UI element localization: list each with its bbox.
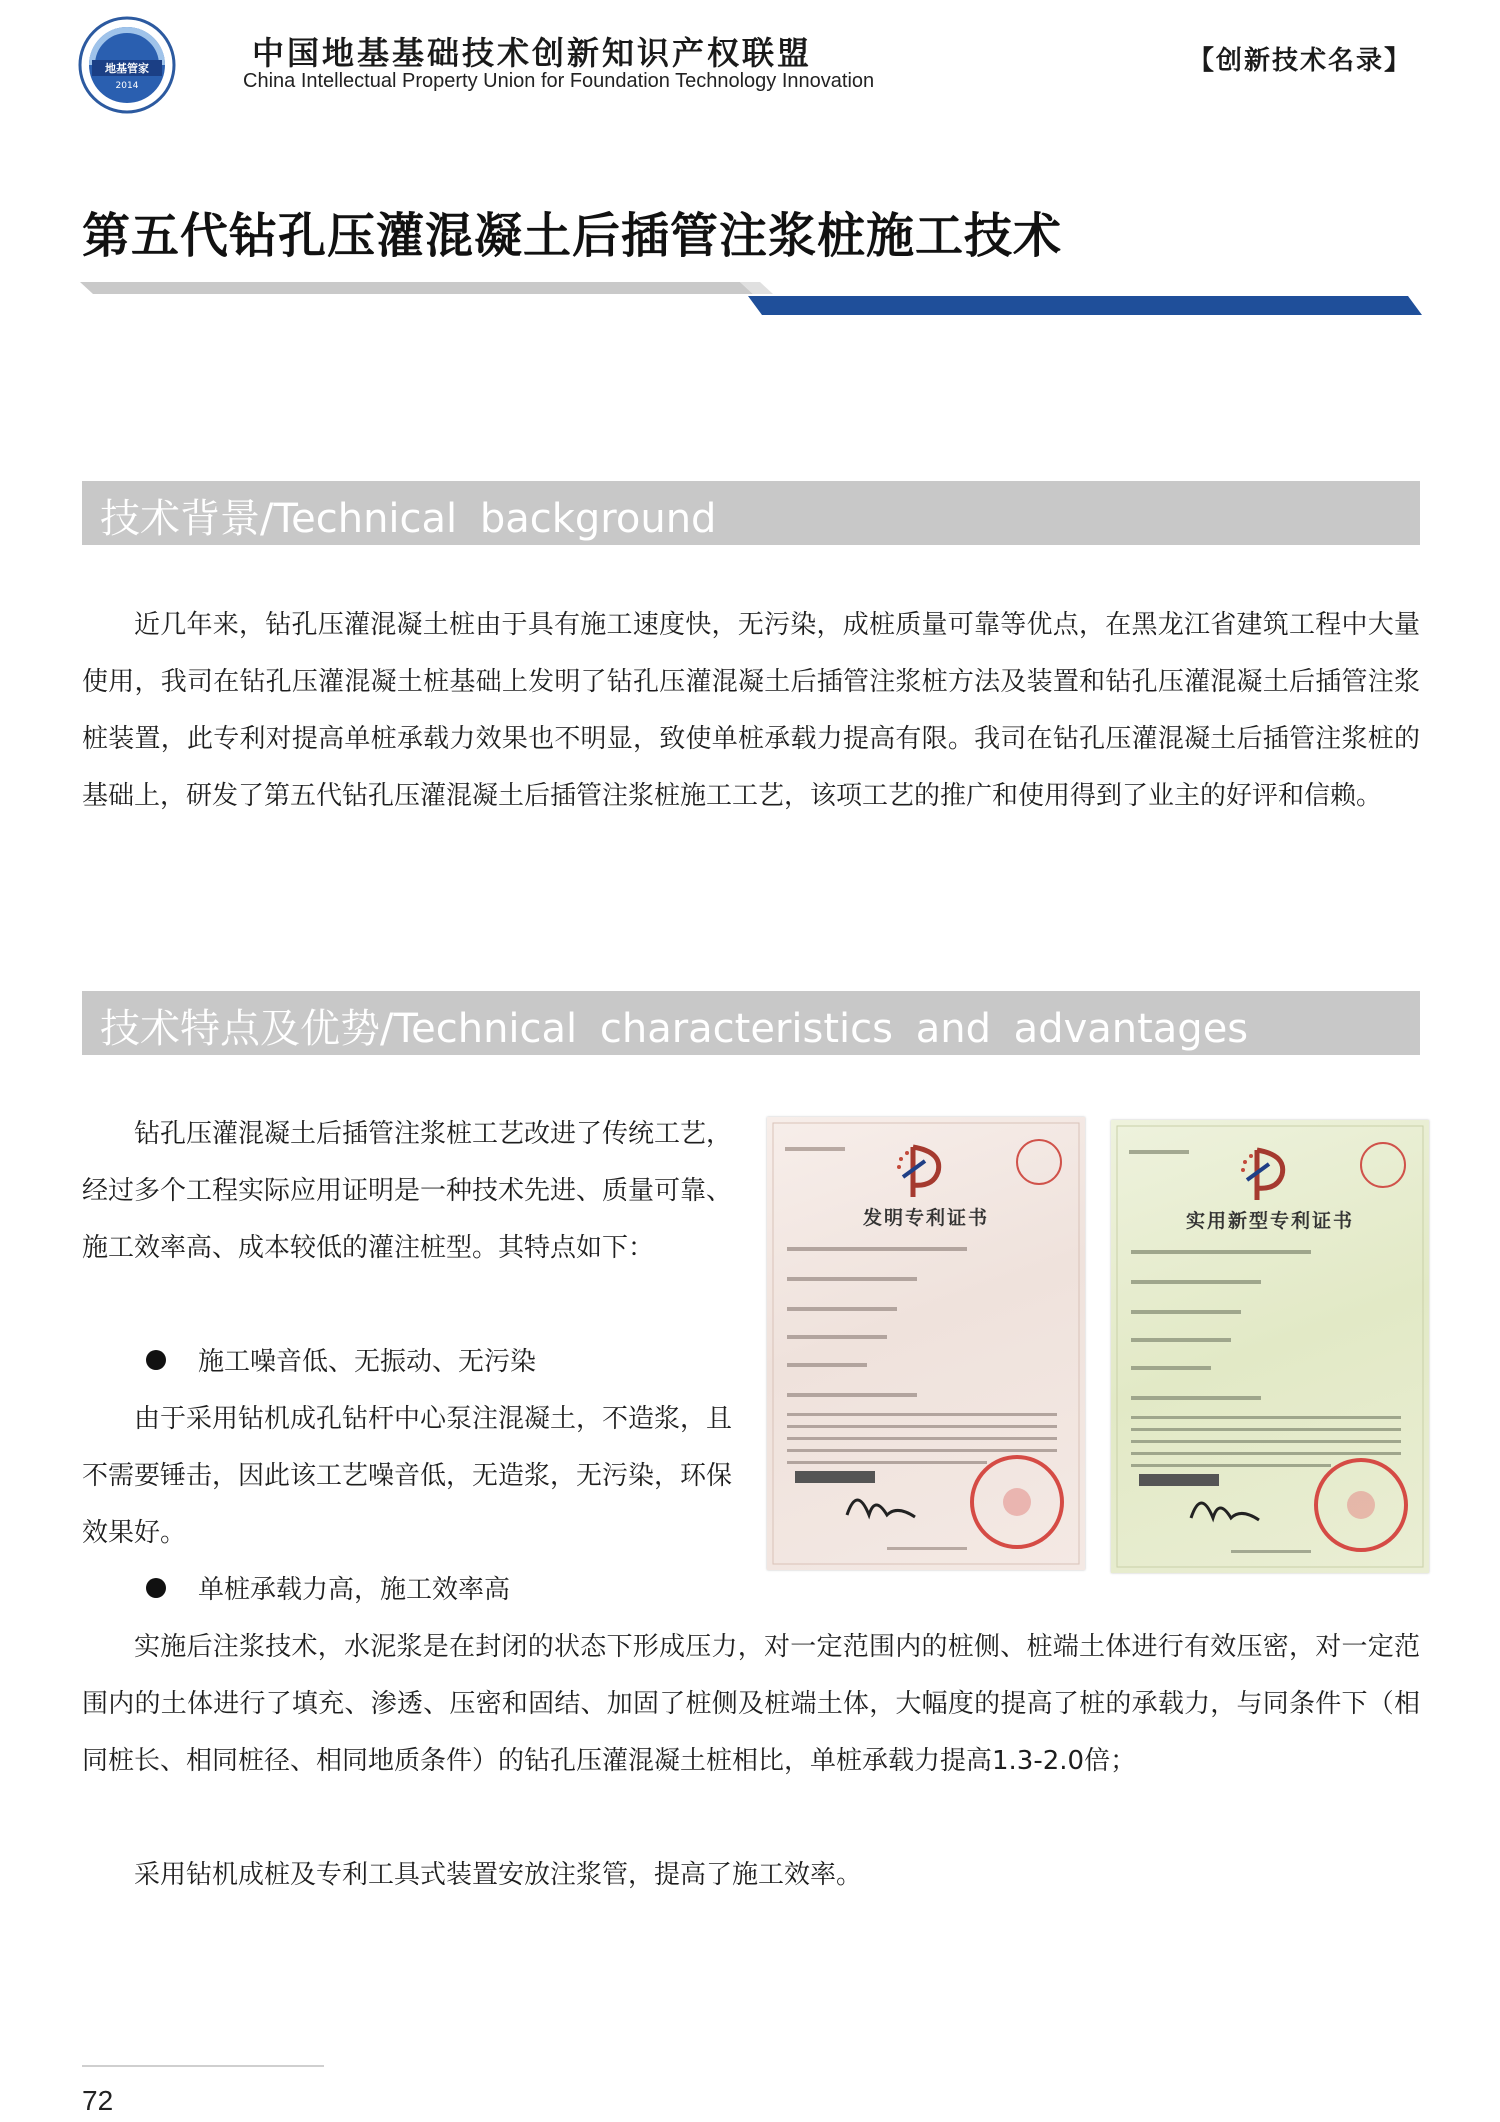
org-name-cn: 中国地基基础技术创新知识产权联盟 xyxy=(252,34,813,72)
bullet-icon xyxy=(146,1350,166,1370)
bullet-label-1: 施工噪音低、无振动、无污染 xyxy=(198,1347,537,1377)
footer-divider xyxy=(82,2065,324,2067)
section-heading-features: 技术特点及优势/Technical characteristics and advantages xyxy=(100,1006,1249,1052)
org-name-en: China Intellectual Property Union for Foundation Technology Innovation xyxy=(243,70,875,92)
certificate-title: 实用新型专利证书 xyxy=(1185,1210,1354,1232)
title-underline xyxy=(80,282,1422,320)
section-header-background xyxy=(82,481,1420,545)
background-paragraph: 近几年来，钻孔压灌混凝土桩由于具有施工速度快，无污染，成桩质量可靠等优点，在黑龙江省建筑工程中大量使用，我司在钻孔压灌混凝土桩基础上发明了钻孔压灌混凝土后插管注浆桩方法及装置和钻孔压灌混凝土后插管注浆桩装置，此专利对提高单桩承载力效果也不明显，致使单桩承载力提高有限。我司在钻孔压灌混凝土后插管注浆桩的基础上，研发了第五代钻孔压灌混凝土后插管注浆桩施工工艺，该项工艺的推广和使用得到了业主的好评和信赖。 xyxy=(82,610,1420,811)
bullet-label-2: 单桩承载力高，施工效率高 xyxy=(198,1575,511,1605)
logo-text: 地基管家 xyxy=(105,62,149,75)
page-number: 72 xyxy=(82,2085,114,2116)
efficiency-paragraph: 采用钻机成桩及专利工具式装置安放注浆管，提高了施工效率。 xyxy=(134,1860,863,1890)
alliance-logo xyxy=(78,16,176,114)
section-header-features xyxy=(82,991,1420,1055)
utility-model-certificate xyxy=(1111,1120,1429,1573)
logo-year: 2014 xyxy=(115,81,139,91)
page-title: 第五代钻孔压灌混凝土后插管注浆桩施工技术 xyxy=(82,208,1063,264)
category-tag: 【创新技术名录】 xyxy=(1187,46,1412,76)
certificate-title: 发明专利证书 xyxy=(862,1207,989,1229)
invention-patent-certificate xyxy=(767,1117,1085,1570)
features-intro: 钻孔压灌混凝土后插管注浆桩工艺改进了传统工艺，经过多个工程实际应用证明是一种技术先进、质量可靠、施工效率高、成本较低的灌注桩型。其特点如下： xyxy=(82,1119,733,1263)
bullet2-description: 实施后注浆技术，水泥浆是在封闭的状态下形成压力，对一定范围内的桩侧、桩端土体进行有效压密，对一定范围内的土体进行了填充、渗透、压密和固结、加固了桩侧及桩端土体，大幅度的提高了桩的承载力，与同条件下（相同桩长、相同桩径、相同地质条件）的钻孔压灌混凝土桩相比，单桩承载力提高1.3-2.0倍； xyxy=(82,1632,1420,1776)
section-heading-background: 技术背景/Technical background xyxy=(100,496,717,542)
bullet1-description: 由于采用钻机成孔钻杆中心泵注混凝土，不造浆，且不需要锤击，因此该工艺噪音低，无造浆，无污染，环保效果好。 xyxy=(82,1404,733,1548)
bullet-item-2 xyxy=(146,1562,510,1619)
bullet-item-1 xyxy=(146,1334,536,1391)
bullet-icon xyxy=(146,1578,166,1598)
